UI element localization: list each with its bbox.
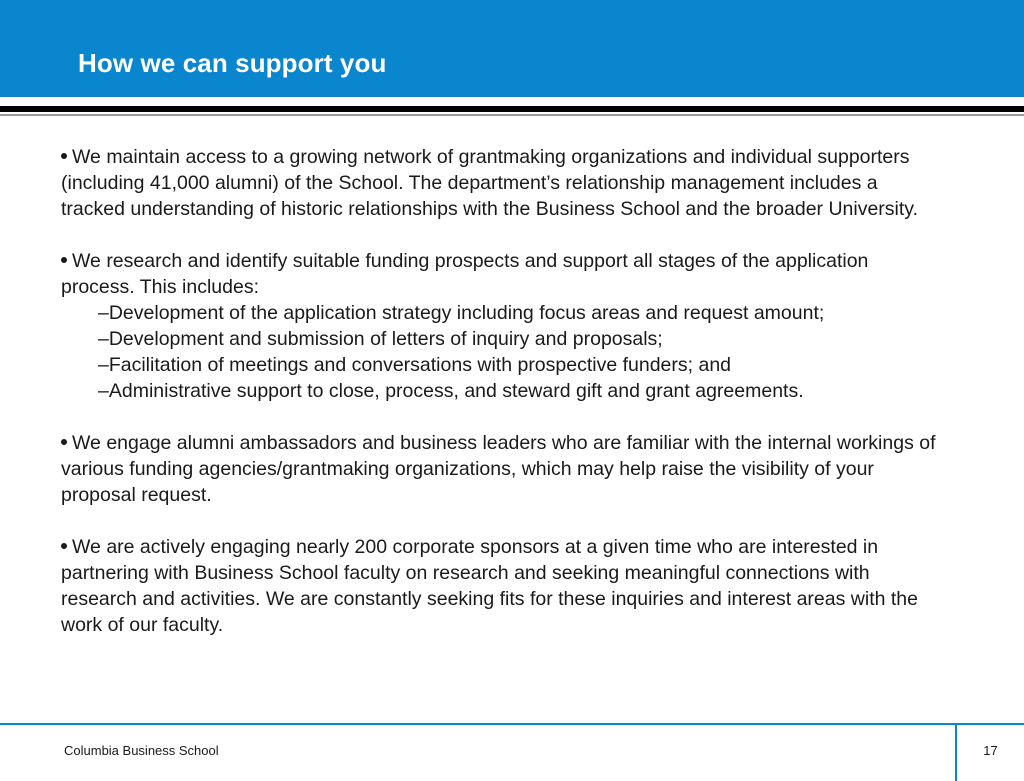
footer-organization: Columbia Business School <box>64 743 219 758</box>
sub-item: –Administrative support to close, process, and steward gift and grant agreements. <box>98 380 804 402</box>
sub-list <box>61 300 941 404</box>
header-rule-thick <box>0 106 1024 112</box>
sub-item: –Development and submission of letters of inquiry and proposals; <box>98 328 663 350</box>
header-rule-thin <box>0 114 1024 116</box>
bullet-dot-icon <box>61 439 67 445</box>
bullet-text: We maintain access to a growing network of grantmaking organizations and individual supporters (including 41,000 alumni) of the School. The department’s relationship management includes a tracked understanding of historic relationships with the Business School and the broader University. <box>61 146 919 220</box>
bullet-text: We research and identify suitable funding prospects and support all stages of the application process. This includes: <box>61 250 869 298</box>
page-title: How we can support you <box>78 48 387 78</box>
sub-item: –Development of the application strategy including focus areas and request amount; <box>98 302 825 324</box>
header-banner <box>0 0 1024 97</box>
bullet-paragraph-4 <box>61 534 941 638</box>
page-number: 17 <box>983 743 998 758</box>
bullet-paragraph-2 <box>61 248 941 404</box>
bullet-paragraph-3 <box>61 430 941 508</box>
sub-item: –Facilitation of meetings and conversations with prospective funders; and <box>98 354 732 376</box>
bullet-dot-icon <box>61 543 67 549</box>
slide-body <box>61 144 941 638</box>
bullet-paragraph-1 <box>61 144 941 222</box>
bullet-text: We engage alumni ambassadors and business leaders who are familiar with the internal workings of various funding agencies/grantmaking organizations, which may help raise the visibility of your proposal request. <box>61 432 936 506</box>
bullet-dot-icon <box>61 257 67 263</box>
footer-rule <box>0 723 1024 725</box>
bullet-dot-icon <box>61 153 67 159</box>
bullet-text: We are actively engaging nearly 200 corporate sponsors at a given time who are interested in partnering with Business School faculty on research and seeking meaningful connections with research and activities. We are constantly seeking fits for these inquiries and interest areas with the work of our faculty. <box>61 536 918 636</box>
